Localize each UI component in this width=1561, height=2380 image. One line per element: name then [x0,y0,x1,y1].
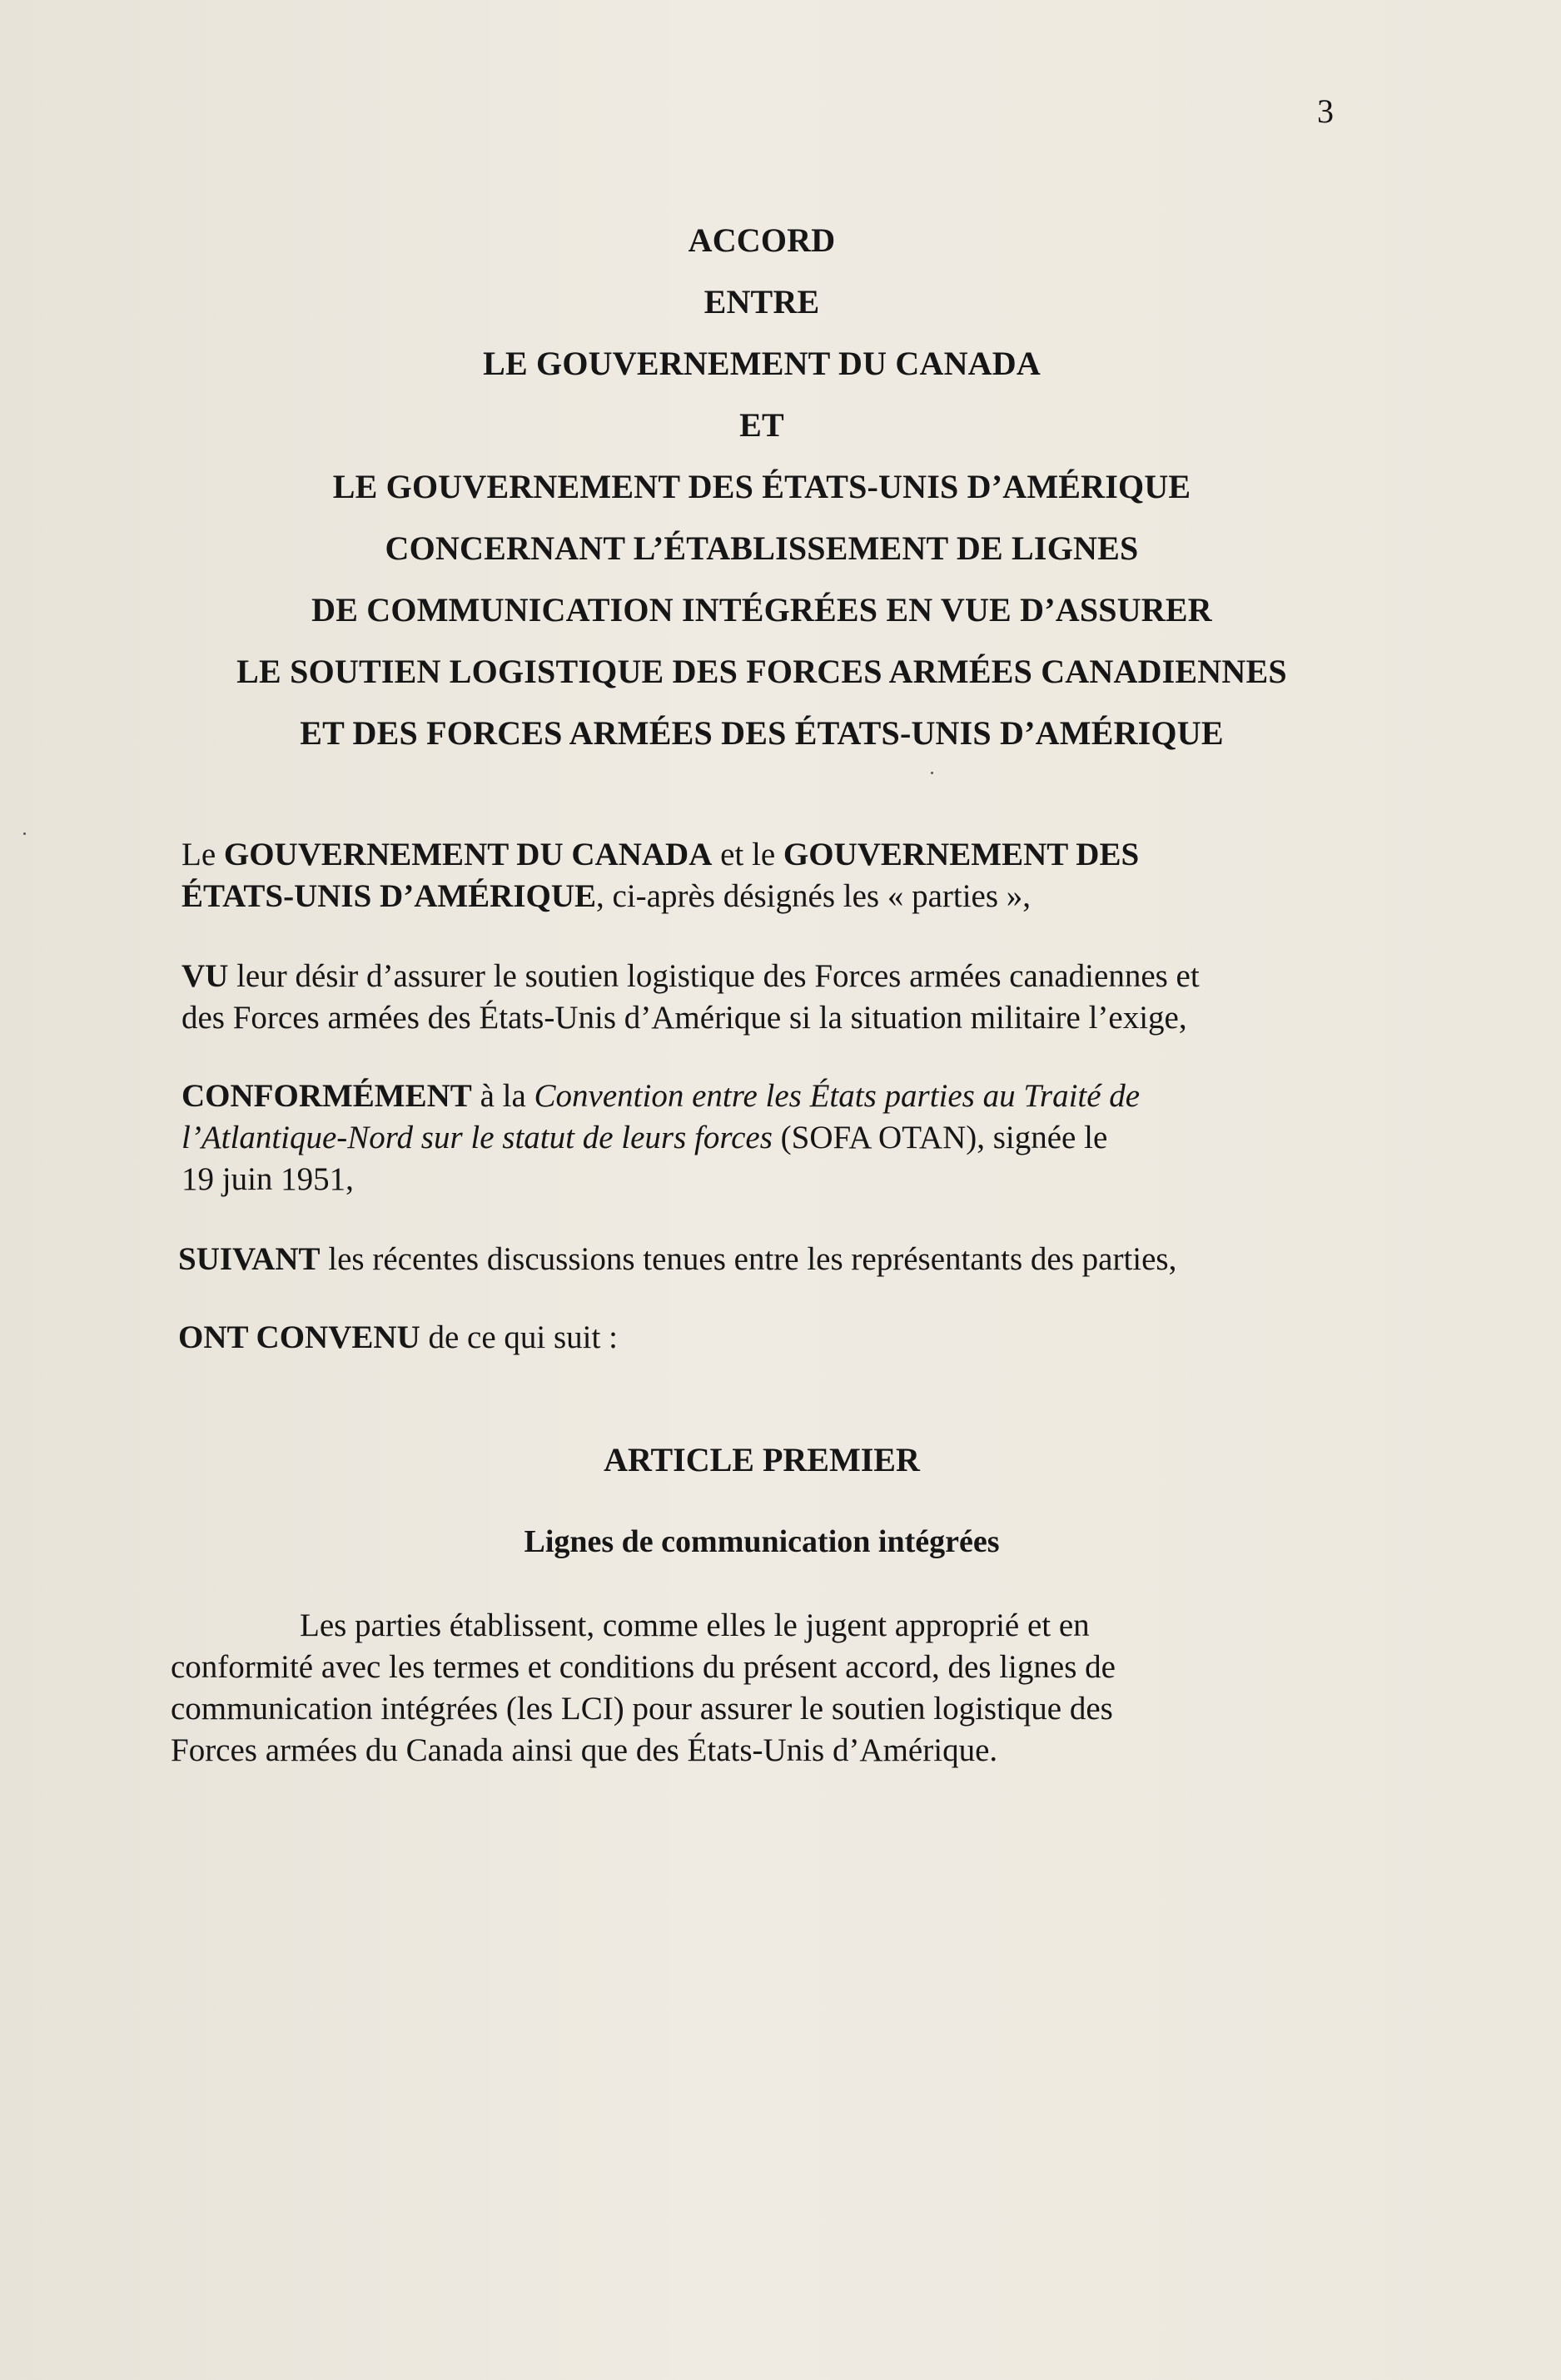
article-line: Les parties établissent, comme elles le jugent approprié et en [300,1607,1090,1643]
title-line: ET [739,406,784,444]
conformement-paragraph [181,1076,1140,1200]
scan-speck [23,832,26,835]
vu-paragraph [181,956,1200,1039]
article-heading: ARTICLE PREMIER [604,1441,920,1478]
suivant-line [178,1239,1176,1280]
article-body [171,1605,1116,1771]
article-line: Forces armées du Canada ainsi que des États-Unis d’Amérique. [171,1732,998,1768]
title-line: ENTRE [703,283,820,320]
party-canada: GOUVERNEMENT DU CANADA [223,837,713,872]
keyword-vu: VU [181,958,229,994]
party-usa-part1: GOUVERNEMENT DES [783,837,1140,872]
page-number: 3 [1317,92,1334,130]
parties-line-1 [181,834,1139,876]
parties-paragraph [181,834,1139,917]
ont-convenu-line [178,1317,618,1359]
article-line: conformité avec les termes et conditions du présent accord, des lignes de [171,1649,1116,1685]
keyword-suivant: SUIVANT [178,1241,321,1277]
title-line: CONCERNANT L’ÉTABLISSEMENT DE LIGNES [385,529,1139,567]
keyword-ont-convenu: ONT CONVENU [178,1319,420,1355]
suivant-paragraph [178,1239,1176,1280]
text-span: leur désir d’assurer le soutien logistique des Forces armées canadiennes et [228,958,1200,994]
agreement-title [0,210,1524,764]
conformement-line-1 [181,1076,1140,1117]
title-line: LE SOUTIEN LOGISTIQUE DES FORCES ARMÉES CANADIENNES [236,653,1287,690]
text-span: à la [471,1078,534,1114]
title-line: LE GOUVERNEMENT DES ÉTATS-UNIS D’AMÉRIQUE [332,468,1191,505]
article-line: communication intégrées (les LCI) pour assurer le soutien logistique des [171,1691,1113,1727]
title-line: LE GOUVERNEMENT DU CANADA [483,345,1041,382]
conformement-line-3: 19 juin 1951, [181,1161,354,1197]
title-line: DE COMMUNICATION INTÉGRÉES EN VUE D’ASSURER [311,591,1212,629]
keyword-conformement: CONFORMÉMENT [181,1078,472,1114]
text-span: Le [181,837,224,872]
convention-title-part2: l’Atlantique-Nord sur le statut de leurs forces [181,1120,773,1155]
text-span: , ci-après désignés les « parties », [596,878,1032,914]
conformement-line-2 [181,1117,1140,1159]
vu-line-2: des Forces armées des États-Unis d’Amérique si la situation militaire l’exige, [181,1000,1187,1036]
scan-speck [931,772,933,774]
text-span: (SOFA OTAN), signée le [772,1120,1108,1155]
article-subheading: Lignes de communication intégrées [524,1524,1000,1559]
text-span: de ce qui suit : [420,1319,618,1355]
party-usa-part2: ÉTATS-UNIS D’AMÉRIQUE [181,878,597,914]
vu-line-1 [181,956,1200,997]
text-span: et le [712,837,783,872]
title-line: ET DES FORCES ARMÉES DES ÉTATS-UNIS D’AMÉRIQUE [300,714,1224,752]
convention-title-part1: Convention entre les États parties au Traité de [534,1078,1141,1114]
title-line: ACCORD [688,221,836,259]
parties-line-2 [181,876,1139,917]
text-span: les récentes discussions tenues entre les représentants des parties, [320,1241,1177,1277]
ont-convenu-paragraph [178,1317,618,1359]
